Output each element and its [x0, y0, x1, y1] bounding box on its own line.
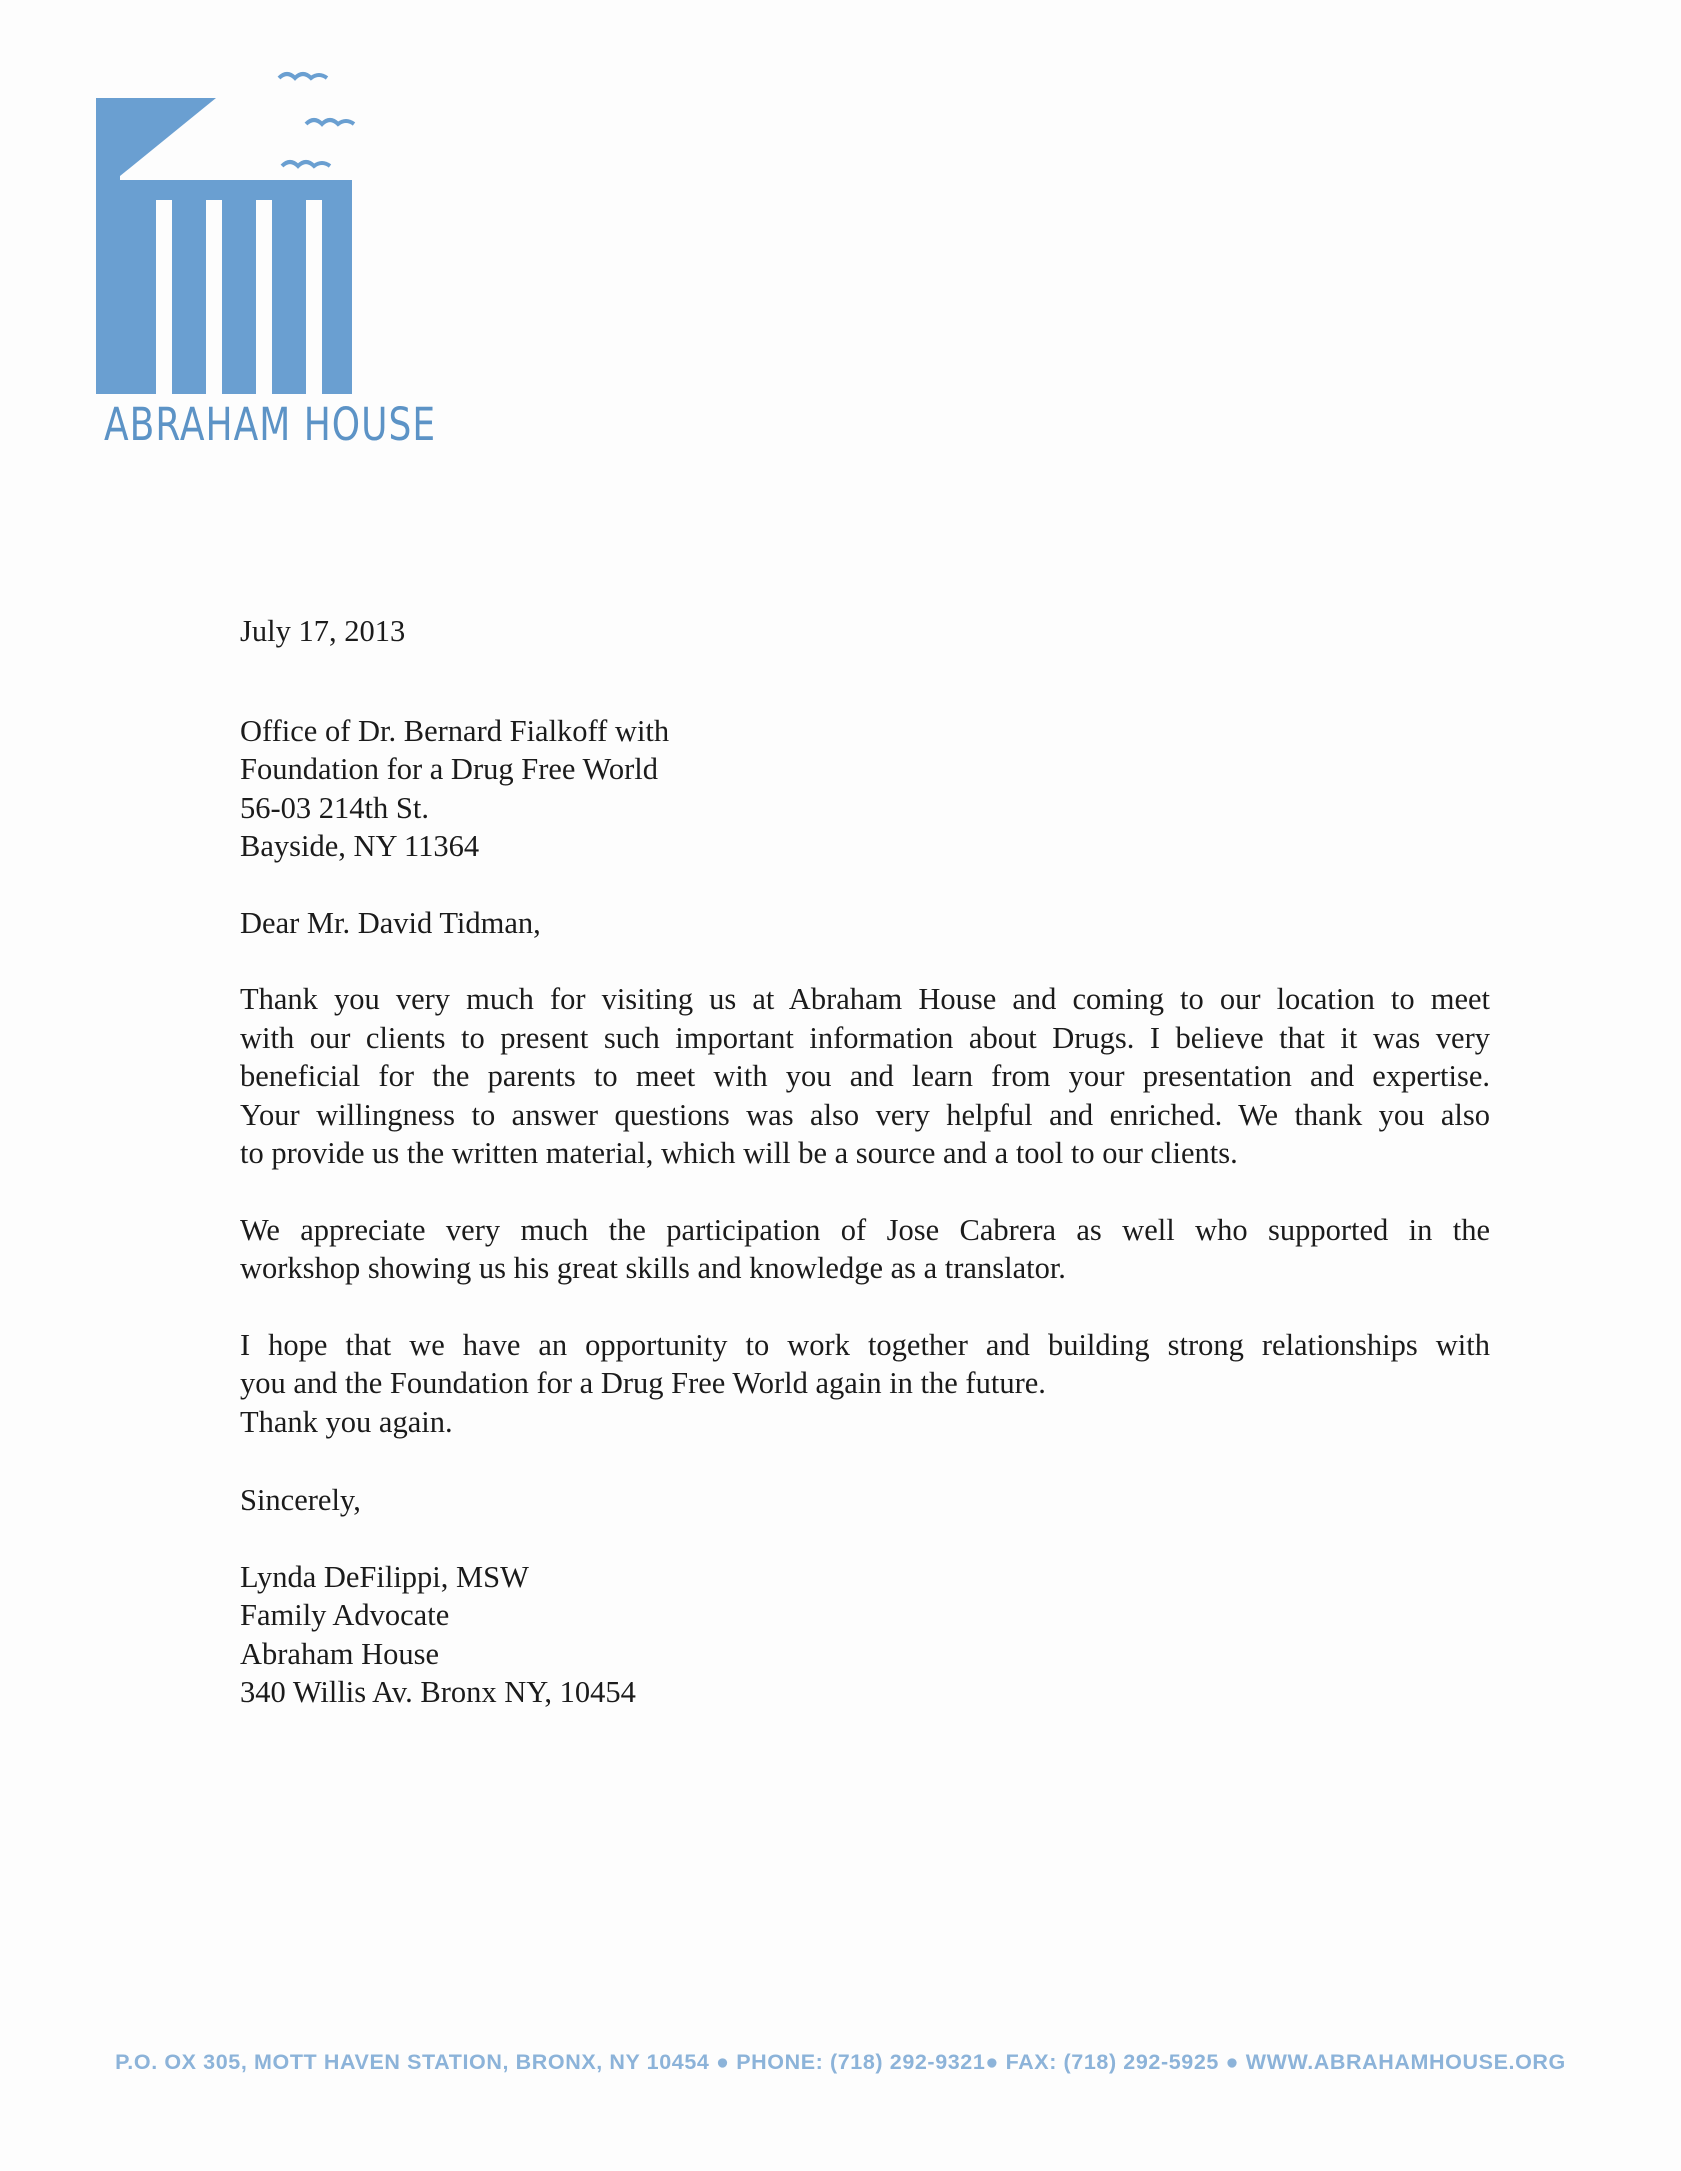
footer-website: WWW.ABRAHAMHOUSE.ORG — [1245, 2050, 1566, 2074]
recipient-line: Office of Dr. Bernard Fialkoff with — [240, 713, 670, 748]
footer-address: P.O. OX 305, MOTT HAVEN STATION, BRONX, NY 10454 — [115, 2050, 710, 2074]
paragraph-line: to provide us the written material, which will be a source and a tool to our clients. — [240, 1136, 1238, 1170]
footer-fax: FAX: (718) 292-5925 — [1005, 2050, 1219, 2074]
paragraph-line: Thank you very much for visiting us at Abraham House and coming to our location to meet — [240, 982, 1490, 1016]
closing: Sincerely, — [240, 1483, 361, 1517]
paragraph-line: We appreciate very much the participation of Jose Cabrera as well who supported in the — [240, 1212, 1490, 1247]
paragraph-line: beneficial for the parents to meet with you and learn from your presentation and expertise. — [240, 1059, 1490, 1093]
paragraph-line: I hope that we have an opportunity to work together and building strong relationships with — [240, 1327, 1490, 1362]
paragraph-line: Your willingness to answer questions was also very helpful and enriched. We thank you also — [240, 1097, 1490, 1132]
paragraph-line: Thank you again. — [240, 1404, 453, 1439]
letter-date: July 17, 2013 — [240, 614, 406, 648]
signature-line: 340 Willis Av. Bronx NY, 10454 — [240, 1675, 636, 1709]
recipient-address — [240, 712, 1490, 866]
paragraph-line: you and the Foundation for a Drug Free World again in the future. — [240, 1366, 1046, 1400]
signature-line: Lynda DeFilippi, MSW — [240, 1559, 529, 1594]
salutation: Dear Mr. David Tidman, — [240, 905, 541, 940]
paragraph-line: workshop showing us his great skills and knowledge as a translator. — [240, 1251, 1066, 1285]
body-paragraph-1 — [240, 980, 1490, 1173]
recipient-line: 56-03 214th St. — [240, 790, 429, 825]
paragraph-line: with our clients to present such important information about Drugs. I believe that it was very — [240, 1020, 1490, 1055]
bullet-separator: ● — [985, 2050, 1006, 2074]
letterhead-footer — [0, 2050, 1681, 2075]
logo-wordmark: ABRAHAM HOUSE — [104, 400, 437, 452]
body-paragraph-2 — [240, 1211, 1490, 1288]
recipient-line: Bayside, NY 11364 — [240, 829, 480, 863]
bullet-separator: ● — [1225, 2050, 1246, 2074]
footer-phone: PHONE: (718) 292-9321 — [736, 2050, 986, 2074]
signature-block — [240, 1558, 1490, 1712]
letter-body — [240, 612, 1490, 1712]
signature-line: Family Advocate — [240, 1598, 450, 1632]
bullet-separator: ● — [716, 2050, 737, 2074]
body-paragraph-3 — [240, 1326, 1490, 1442]
recipient-line: Foundation for a Drug Free World — [240, 752, 658, 786]
signature-line: Abraham House — [240, 1636, 440, 1671]
